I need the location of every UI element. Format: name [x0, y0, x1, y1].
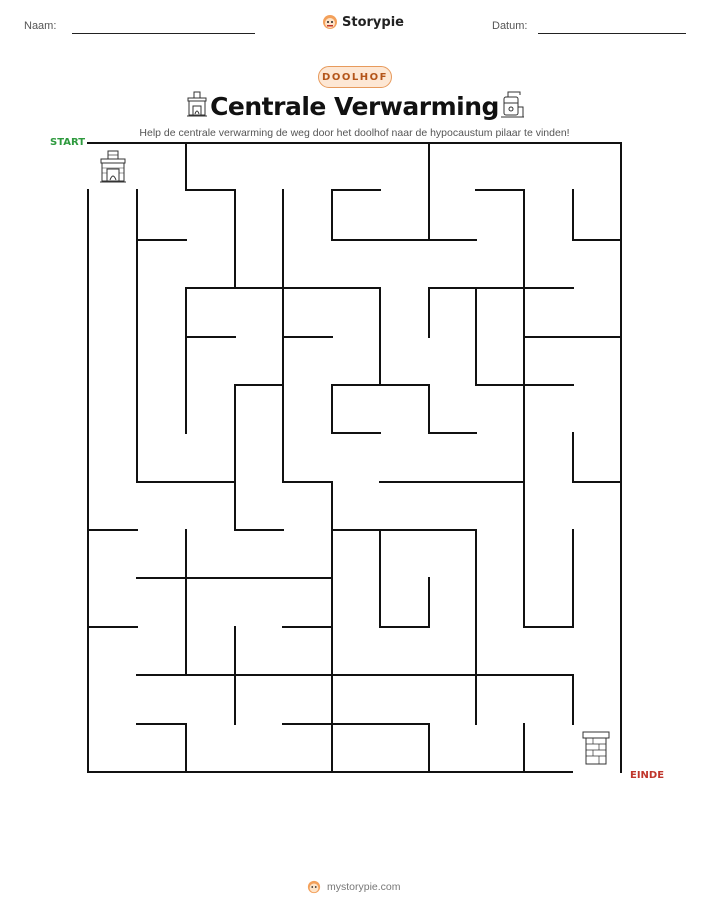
maze-end-label: EINDE [630, 770, 665, 781]
instructions: Help de centrale verwarming de weg door het doolhof naar de hypocaustum pilaar te vinden! [139, 127, 570, 139]
footer [307, 880, 401, 894]
storypie-mascot-icon [307, 880, 321, 894]
worksheet-type-badge: DOOLHOF [318, 66, 392, 88]
footer-site: mystorypie.com [327, 881, 401, 893]
maze-walls [88, 143, 621, 772]
brand-name: Storypie [342, 14, 404, 30]
page-title: Centrale Verwarming [210, 92, 499, 121]
date-label: Datum: [492, 20, 528, 32]
name-label: Naam: [24, 20, 57, 32]
maze-start-label: START [50, 137, 86, 148]
end-chimney-pillar-icon [581, 730, 611, 766]
